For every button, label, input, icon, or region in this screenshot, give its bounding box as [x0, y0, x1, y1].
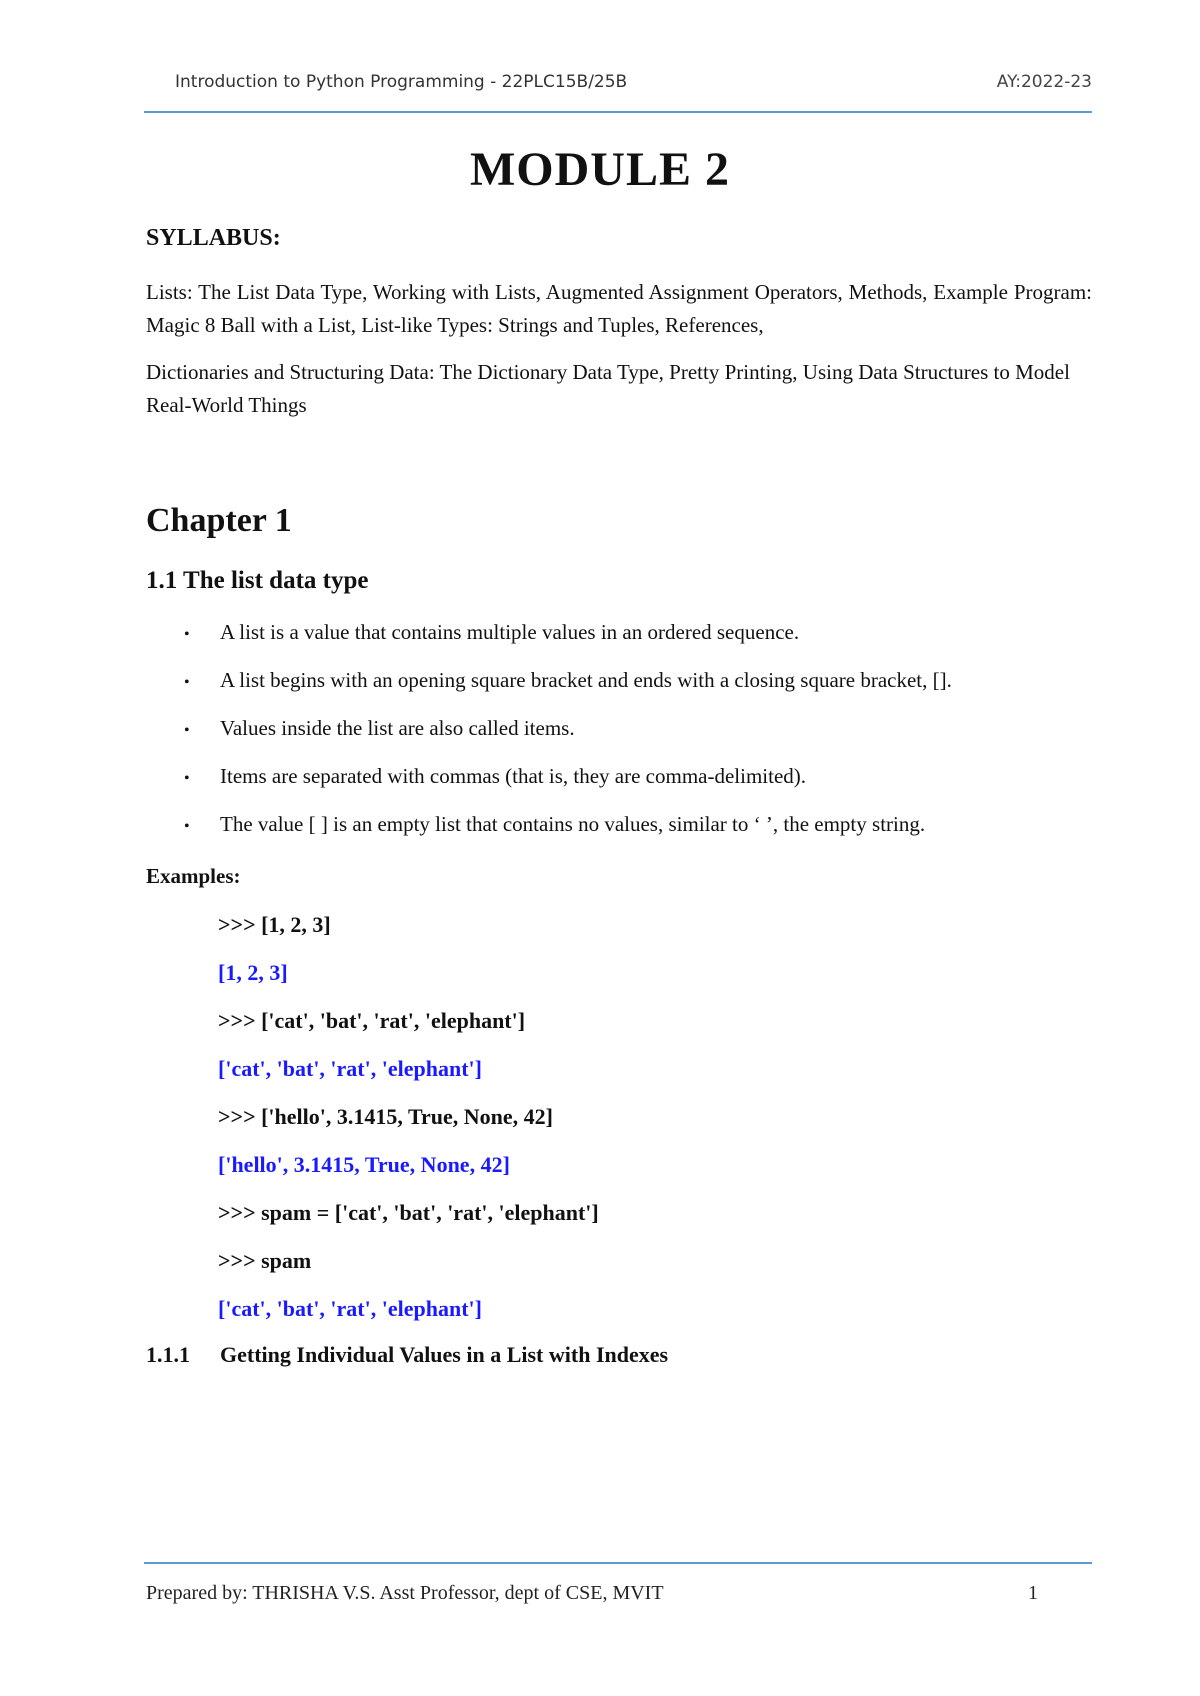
- section-heading: 1.1 The list data type: [146, 567, 369, 594]
- code-output-line: ['cat', 'bat', 'rat', 'elephant']: [218, 1296, 482, 1321]
- list-item-text: A list begins with an opening square bracket and ends with a closing square bracket, [].: [220, 668, 952, 692]
- subsection-heading: [146, 1342, 668, 1368]
- footer-divider: [144, 1562, 1092, 1564]
- list-item: [184, 764, 806, 789]
- subsection-number: 1.1.1: [146, 1342, 190, 1367]
- bullet-icon: •: [184, 770, 190, 787]
- header-course-title: Introduction to Python Programming - 22PLC15B/25B: [175, 72, 628, 92]
- module-title: MODULE 2: [470, 143, 730, 196]
- page-number: 1: [1028, 1582, 1038, 1604]
- code-output-line: ['hello', 3.1415, True, None, 42]: [218, 1152, 510, 1177]
- code-output-line: [1, 2, 3]: [218, 960, 288, 985]
- bullet-icon: •: [184, 626, 190, 643]
- code-input-line: >>> ['cat', 'bat', 'rat', 'elephant']: [218, 1008, 526, 1033]
- list-item-text: A list is a value that contains multiple values in an ordered sequence.: [220, 620, 800, 644]
- bullet-icon: •: [184, 674, 190, 691]
- list-item-text: The value [ ] is an empty list that contains no values, similar to ‘ ’, the empty string.: [220, 812, 926, 836]
- code-input-line: >>> spam = ['cat', 'bat', 'rat', 'elephant']: [218, 1200, 599, 1225]
- syllabus-heading: SYLLABUS:: [146, 225, 281, 251]
- header-divider: [144, 111, 1092, 113]
- list-item-text: Items are separated with commas (that is, they are comma-delimited).: [220, 764, 807, 788]
- list-item: [184, 668, 952, 693]
- subsection-title: Getting Individual Values in a List with Indexes: [220, 1342, 669, 1367]
- header-academic-year: AY:2022-23: [996, 72, 1092, 92]
- code-input-line: >>> ['hello', 3.1415, True, None, 42]: [218, 1104, 554, 1129]
- list-item: [184, 812, 925, 837]
- chapter-heading: Chapter 1: [146, 502, 292, 539]
- list-item: [184, 716, 575, 741]
- bullet-icon: •: [184, 722, 190, 739]
- syllabus-paragraph-2: Dictionaries and Structuring Data: The Dictionary Data Type, Pretty Printing, Using Data Structures to Model Real-World Things: [146, 360, 1070, 417]
- code-input-line: >>> spam: [218, 1248, 312, 1273]
- list-item: [184, 620, 799, 645]
- list-item-text: Values inside the list are also called items.: [220, 716, 575, 740]
- bullet-icon: •: [184, 818, 190, 835]
- code-output-line: ['cat', 'bat', 'rat', 'elephant']: [218, 1056, 482, 1081]
- examples-heading: Examples:: [146, 864, 241, 888]
- code-input-line: >>> [1, 2, 3]: [218, 912, 331, 937]
- syllabus-paragraph-1: Lists: The List Data Type, Working with Lists, Augmented Assignment Operators, Methods, Example Program: Magic 8 Ball with a List, List-like Types: Strings and Tuples, References,: [146, 280, 1092, 337]
- footer-author: Prepared by: THRISHA V.S. Asst Professor, dept of CSE, MVIT: [146, 1582, 664, 1604]
